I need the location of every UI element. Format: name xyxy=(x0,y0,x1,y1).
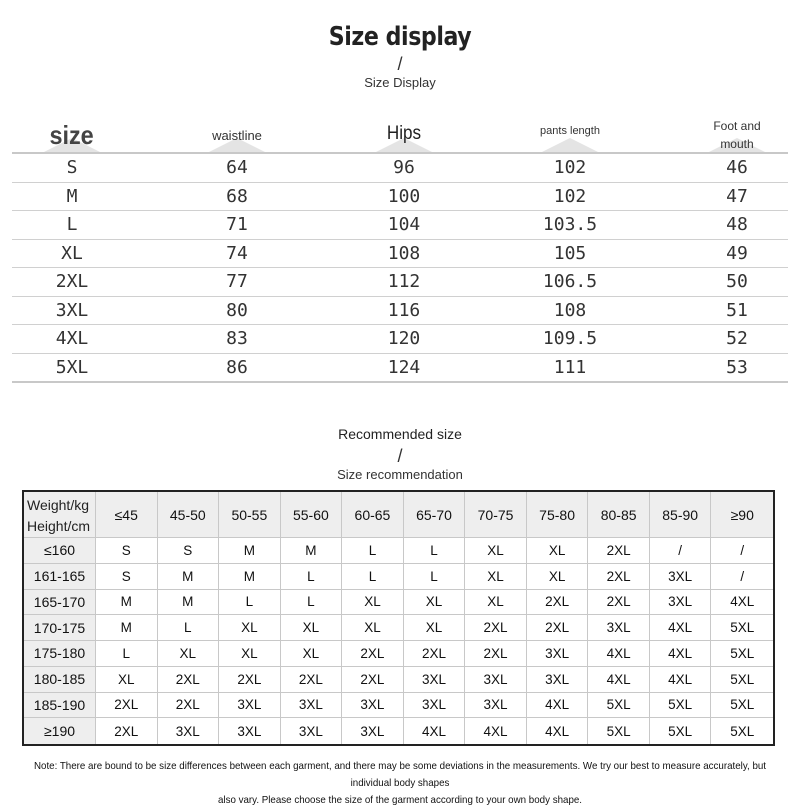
title-divider-slash: / xyxy=(397,54,403,74)
recommended-size-cell: 3XL xyxy=(219,693,281,719)
note-line-2: also vary. Please choose the size of the garment according to your own body shape. xyxy=(217,794,583,806)
height-header-cell: 180-185 xyxy=(24,667,96,693)
recommended-size-cell: S xyxy=(96,564,158,590)
cell-size: 4XL xyxy=(55,328,89,349)
recommended-size-cell: 2XL xyxy=(588,590,650,616)
cell-waistline: 86 xyxy=(226,356,248,378)
recommended-size-cell: 2XL xyxy=(527,590,589,616)
cell-foot-and-mouth: 51 xyxy=(726,299,748,321)
recommended-size-cell: 2XL xyxy=(465,615,527,641)
cell-waistline: 83 xyxy=(226,328,248,349)
cell-foot-and-mouth: 50 xyxy=(726,271,748,292)
cell-pants-length: 109.5 xyxy=(542,328,598,349)
cell-foot-and-mouth: 52 xyxy=(726,328,748,349)
recommended-size-cell: XL xyxy=(404,590,466,616)
recommended-size-cell: 3XL xyxy=(342,718,404,744)
recommended-size-cell: 2XL xyxy=(342,667,404,693)
header-hips: Hips xyxy=(334,118,474,152)
recommended-size-cell: 5XL xyxy=(588,718,650,744)
recommended-size-cell: 3XL xyxy=(465,693,527,719)
cell-waistline: 68 xyxy=(226,185,248,207)
recommended-size-cell: 4XL xyxy=(527,718,589,744)
cell-size: 3XL xyxy=(55,299,89,321)
cell-hips: 112 xyxy=(387,271,421,292)
cell-hips: 104 xyxy=(387,214,421,235)
recommended-size-cell: 3XL xyxy=(465,667,527,693)
cell-pants-length: 106.5 xyxy=(542,271,598,292)
recommended-size-cell: / xyxy=(711,538,773,564)
recommended-size-cell: 3XL xyxy=(404,693,466,719)
recommended-size-cell: 2XL xyxy=(281,667,343,693)
recommended-size-cell: XL xyxy=(465,564,527,590)
size-recommendation-grid xyxy=(22,490,775,746)
recommended-size-cell: M xyxy=(96,615,158,641)
recommended-size-cell: L xyxy=(96,641,158,667)
recommended-size-cell: 4XL xyxy=(465,718,527,744)
cell-hips: 116 xyxy=(387,299,421,321)
header-size: size xyxy=(12,118,132,152)
table-row xyxy=(12,268,788,297)
recommended-size-cell: 3XL xyxy=(650,564,712,590)
cell-pants-length: 111 xyxy=(553,356,587,378)
weight-header-cell: 50-55 xyxy=(219,492,281,538)
recommended-size-cell: 4XL xyxy=(650,667,712,693)
recommended-size-cell: L xyxy=(281,590,343,616)
recommended-size-cell: 5XL xyxy=(711,667,773,693)
recommended-size-cell: 2XL xyxy=(588,538,650,564)
recommended-size-cell: / xyxy=(650,538,712,564)
weight-header-cell: 75-80 xyxy=(527,492,589,538)
cell-size: M xyxy=(66,185,78,207)
table-row xyxy=(12,325,788,354)
height-header-cell: 165-170 xyxy=(24,590,96,616)
recommended-size-cell: 3XL xyxy=(527,641,589,667)
recommended-size-cell: 5XL xyxy=(711,693,773,719)
recommended-size-cell: 3XL xyxy=(158,718,220,744)
cell-pants-length: 102 xyxy=(553,157,587,178)
recommended-size-cell: 2XL xyxy=(158,667,220,693)
weight-header-cell: 70-75 xyxy=(465,492,527,538)
weight-header-cell: ≥90 xyxy=(711,492,773,538)
cell-pants-length: 103.5 xyxy=(542,214,598,235)
table-row xyxy=(12,211,788,240)
cell-pants-length: 105 xyxy=(553,242,587,264)
size-display-subtitle: Size Display xyxy=(364,75,436,90)
recommended-size-cell: M xyxy=(96,590,158,616)
cell-foot-and-mouth: 53 xyxy=(726,356,748,378)
weight-header-cell: ≤45 xyxy=(96,492,158,538)
weight-header-cell: 45-50 xyxy=(158,492,220,538)
header-waistline: waistline xyxy=(167,118,307,152)
cell-size: 2XL xyxy=(55,271,89,292)
table-row xyxy=(12,183,788,212)
grid-corner-header xyxy=(24,492,96,538)
recommended-size-cell: 3XL xyxy=(342,693,404,719)
height-header-cell: 175-180 xyxy=(24,641,96,667)
cell-waistline: 71 xyxy=(226,214,248,235)
height-header-cell: ≤160 xyxy=(24,538,96,564)
weight-header-cell: 65-70 xyxy=(404,492,466,538)
recommended-size-cell: S xyxy=(158,538,220,564)
recommended-size-cell: L xyxy=(219,590,281,616)
cell-size: XL xyxy=(61,242,83,264)
recommended-size-cell: 5XL xyxy=(588,693,650,719)
recommended-size-title: Recommended size xyxy=(338,426,462,442)
recommended-size-cell: 3XL xyxy=(281,718,343,744)
recommended-size-cell: 4XL xyxy=(527,693,589,719)
cell-hips: 120 xyxy=(387,328,421,349)
recommended-size-cell: 4XL xyxy=(404,718,466,744)
cell-size: L xyxy=(66,214,78,235)
recommended-size-cell: XL xyxy=(527,564,589,590)
cell-size: S xyxy=(66,157,78,178)
cell-foot-and-mouth: 46 xyxy=(726,157,748,178)
recommended-size-cell: 4XL xyxy=(711,590,773,616)
recommended-size-cell: 3XL xyxy=(404,667,466,693)
recommended-size-cell: 2XL xyxy=(96,718,158,744)
header-foot-and-mouth: Foot and mouth xyxy=(667,118,800,152)
cell-hips: 108 xyxy=(387,242,421,264)
size-table-body xyxy=(12,154,788,383)
cell-waistline: 77 xyxy=(226,271,248,292)
weight-header-cell: 80-85 xyxy=(588,492,650,538)
recommended-size-cell: 4XL xyxy=(588,667,650,693)
cell-foot-and-mouth: 49 xyxy=(726,242,748,264)
recommended-size-cell: 5XL xyxy=(650,718,712,744)
cell-foot-and-mouth: 48 xyxy=(726,214,748,235)
recommended-size-cell: L xyxy=(281,564,343,590)
cell-waistline: 74 xyxy=(226,242,248,264)
recommended-size-cell: 4XL xyxy=(588,641,650,667)
height-header-cell: ≥190 xyxy=(24,718,96,744)
height-header-cell: 185-190 xyxy=(24,693,96,719)
size-display-title: Size display xyxy=(328,22,472,52)
recommended-size-cell: XL xyxy=(219,641,281,667)
recommended-size-cell: 3XL xyxy=(527,667,589,693)
cell-waistline: 80 xyxy=(226,299,248,321)
recommended-size-cell: XL xyxy=(404,615,466,641)
recommended-size-cell: XL xyxy=(96,667,158,693)
recommended-size-cell: M xyxy=(158,564,220,590)
recommended-size-cell: XL xyxy=(342,615,404,641)
weight-header-cell: 85-90 xyxy=(650,492,712,538)
recommended-size-cell: 3XL xyxy=(281,693,343,719)
recommended-size-cell: XL xyxy=(465,538,527,564)
recommended-size-cell: L xyxy=(342,564,404,590)
recommended-size-cell: XL xyxy=(219,615,281,641)
recommended-size-cell: L xyxy=(342,538,404,564)
recommended-size-cell: XL xyxy=(527,538,589,564)
weight-header-cell: 60-65 xyxy=(342,492,404,538)
recommended-size-cell: L xyxy=(158,615,220,641)
recommended-size-cell: L xyxy=(404,538,466,564)
recommended-size-cell: 2XL xyxy=(219,667,281,693)
recommended-size-cell: M xyxy=(281,538,343,564)
size-table-header xyxy=(12,118,788,154)
recommended-size-cell: 4XL xyxy=(650,615,712,641)
recommended-size-cell: M xyxy=(219,538,281,564)
recommended-size-cell: / xyxy=(711,564,773,590)
recommended-size-cell: 5XL xyxy=(711,615,773,641)
recommended-size-cell: 5XL xyxy=(650,693,712,719)
cell-pants-length: 108 xyxy=(553,299,587,321)
recommended-size-cell: L xyxy=(404,564,466,590)
recommended-size-cell: 2XL xyxy=(465,641,527,667)
weight-axis-label: Weight/kg xyxy=(27,497,89,513)
recommended-size-cell: 2XL xyxy=(96,693,158,719)
size-recommendation-subtitle: Size recommendation xyxy=(337,467,463,482)
cell-size: 5XL xyxy=(55,356,89,378)
note-line-1: Note: There are bound to be size differences between each garment, and there may be some deviations in the measurements. We try our best to measure accurately, but individual body shapes xyxy=(33,760,767,789)
recommended-size-cell: XL xyxy=(281,615,343,641)
recommended-size-cell: 4XL xyxy=(650,641,712,667)
recommended-size-cell: 3XL xyxy=(650,590,712,616)
table-row xyxy=(12,240,788,269)
header-pants-length: pants length xyxy=(500,118,640,152)
weight-header-cell: 55-60 xyxy=(281,492,343,538)
size-table xyxy=(12,118,788,383)
recommended-size-cell: 2XL xyxy=(342,641,404,667)
recommended-size-cell: M xyxy=(219,564,281,590)
table-row xyxy=(12,154,788,183)
recommended-size-cell: S xyxy=(96,538,158,564)
cell-waistline: 64 xyxy=(226,157,248,178)
recommended-size-cell: XL xyxy=(342,590,404,616)
cell-hips: 100 xyxy=(387,185,421,207)
cell-hips: 124 xyxy=(387,356,421,378)
height-header-cell: 161-165 xyxy=(24,564,96,590)
recommended-size-cell: 2XL xyxy=(588,564,650,590)
table-row xyxy=(12,297,788,326)
recommended-size-cell: 3XL xyxy=(219,718,281,744)
recommended-size-cell: XL xyxy=(158,641,220,667)
recommended-size-cell: 2XL xyxy=(527,615,589,641)
recommended-size-cell: M xyxy=(158,590,220,616)
cell-hips: 96 xyxy=(393,157,415,178)
recommended-size-cell: 5XL xyxy=(730,723,755,739)
recommended-size-cell: XL xyxy=(465,590,527,616)
recommended-size-cell: 2XL xyxy=(158,693,220,719)
recommended-divider-slash: / xyxy=(397,446,403,466)
cell-pants-length: 102 xyxy=(553,185,587,207)
recommended-size-cell: XL xyxy=(281,641,343,667)
height-header-cell: 170-175 xyxy=(24,615,96,641)
recommended-size-cell: 5XL xyxy=(711,641,773,667)
disclaimer-note xyxy=(28,758,772,809)
table-row xyxy=(12,354,788,384)
recommended-size-cell: 3XL xyxy=(588,615,650,641)
cell-foot-and-mouth: 47 xyxy=(726,185,748,207)
recommended-size-cell: 2XL xyxy=(404,641,466,667)
height-axis-label: Height/cm xyxy=(27,518,91,534)
